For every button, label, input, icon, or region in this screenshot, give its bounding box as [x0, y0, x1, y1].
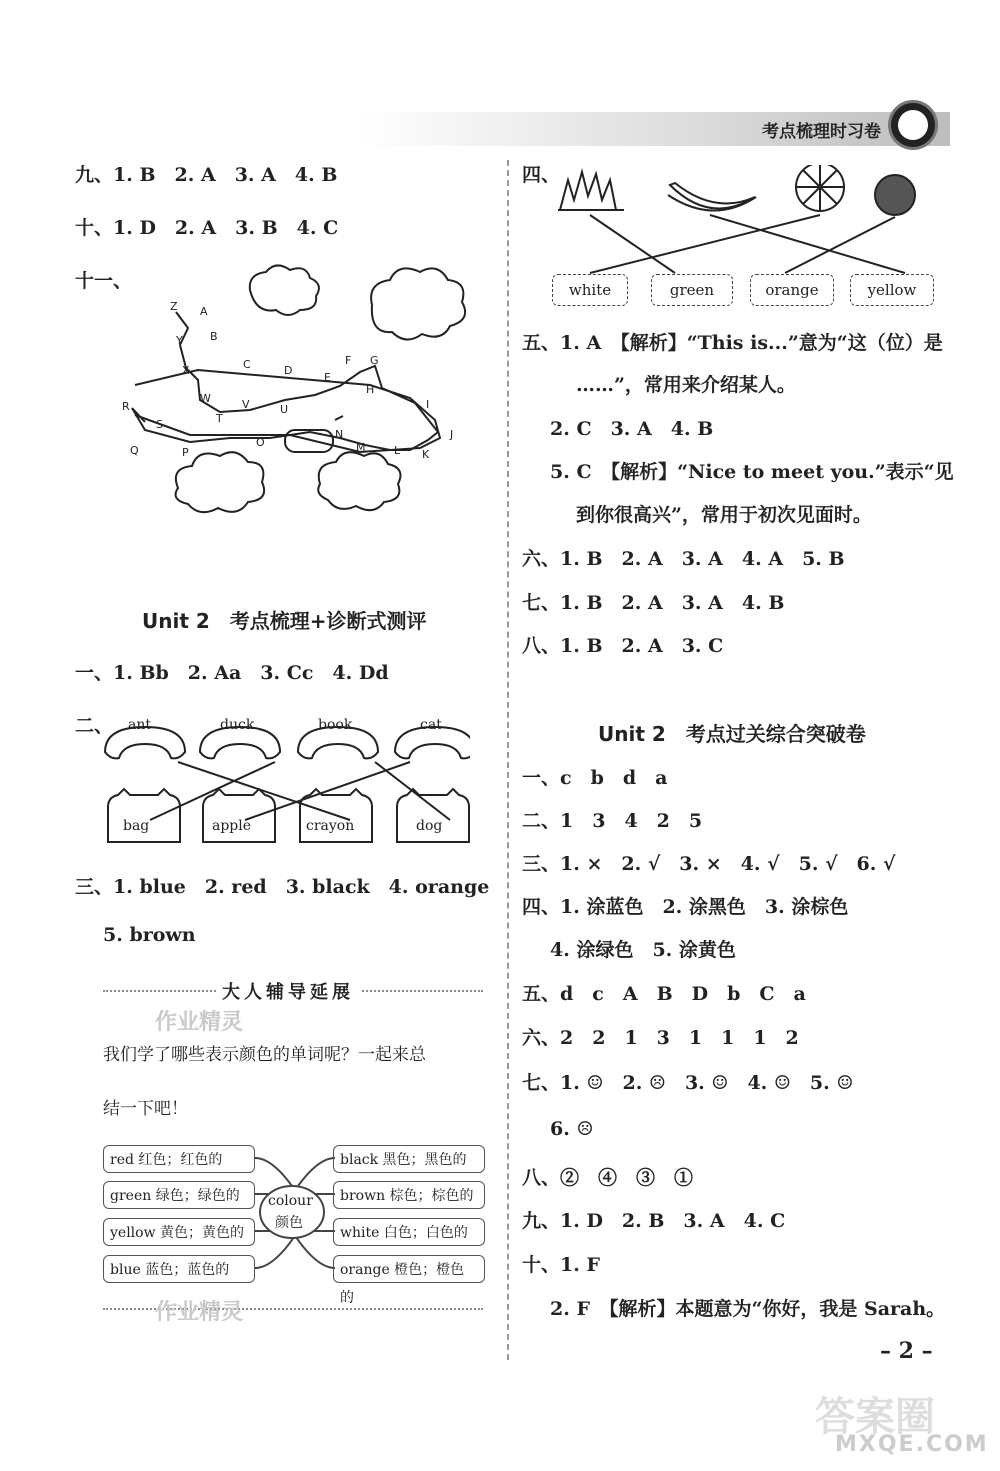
svg-text:G: G [370, 354, 379, 367]
bottom-word-4: dog [416, 818, 443, 834]
colour-word-yellow: yellow [850, 274, 934, 306]
svg-text:Z: Z [170, 300, 178, 313]
svg-text:B: B [210, 330, 218, 343]
svg-text:E: E [324, 371, 331, 384]
word-matching-illustration [100, 712, 470, 852]
right-r10b: 2. F 【解析】本题意为“你好，我是 Sarah。 [550, 1298, 946, 1320]
header-title: 考点梳理时习卷 [762, 122, 881, 142]
colour-word-green: green [651, 274, 733, 306]
right-s5c: 2. C 3. A 4. B [550, 418, 714, 440]
right-r8: 八、② ④ ③ ① [522, 1167, 694, 1189]
extend-text-2: 结一下吧！ [103, 1099, 188, 1119]
top-word-1: ant [128, 717, 151, 733]
right-r4a: 四、1. 涂蓝色 2. 涂黑色 3. 涂棕色 [522, 896, 849, 918]
right-s8: 八、1. B 2. A 3. C [522, 635, 724, 657]
top-word-4: cat [420, 717, 442, 733]
svg-text:P: P [182, 446, 189, 459]
right-r7a: 七、1. ☺ 2. ☹ 3. ☺ 4. ☺ 5. ☺ [522, 1072, 854, 1094]
colour-box-left-3: yellow 黄色；黄色的 [103, 1218, 255, 1246]
left-u1: 一、1. Bb 2. Aa 3. Cc 4. Dd [75, 662, 389, 684]
svg-text:Q: Q [130, 444, 139, 457]
svg-text:X: X [182, 364, 190, 377]
right-r2: 二、1 3 4 2 5 [522, 810, 703, 832]
right-s6: 六、1. B 2. A 3. A 4. A 5. B [522, 548, 845, 570]
right-r6: 六、2 2 1 3 1 1 1 2 [522, 1027, 799, 1049]
colour-box-left-4: blue 蓝色；蓝色的 [103, 1255, 255, 1283]
left-s9: 九、1. B 2. A 3. A 4. B [75, 164, 338, 186]
svg-text:U: U [280, 403, 289, 416]
top-word-3: book [318, 717, 353, 733]
right-r7b: 6. ☹ [550, 1118, 594, 1140]
left-u3b: 5. brown [103, 924, 196, 946]
svg-text:D: D [284, 364, 293, 377]
right-s7: 七、1. B 2. A 3. A 4. B [522, 592, 785, 614]
svg-text:H: H [366, 383, 375, 396]
colour-word-orange: orange [750, 274, 834, 306]
right-s5a: 五、1. A 【解析】“This is...”意为“这（位）是 [522, 332, 943, 354]
svg-text:T: T [216, 412, 223, 425]
colour-box-right-4: orange 橙色；橙色的 [333, 1255, 485, 1283]
colour-box-right-1: black 黑色；黑色的 [333, 1145, 485, 1173]
mindmap-center-cn: 颜色 [275, 1215, 303, 1231]
svg-text:Y: Y [176, 334, 183, 347]
colour-word-white: white [552, 274, 628, 306]
site-logo-watermark: 答案圈 [815, 1394, 935, 1440]
extend-text-1: 我们学了哪些表示颜色的单词呢？一起来总 [103, 1045, 426, 1065]
colour-box-right-3: white 白色；白色的 [333, 1218, 485, 1246]
svg-text:O: O [256, 436, 265, 449]
svg-text:L: L [394, 444, 401, 457]
svg-text:J: J [450, 428, 454, 441]
svg-text:A: A [200, 305, 208, 318]
right-r4b: 4. 涂绿色 5. 涂黄色 [550, 939, 736, 961]
svg-text:S: S [156, 418, 163, 431]
watermark-2: 作业精灵 [155, 1300, 244, 1325]
right-r5: 五、d c A B D b C a [522, 983, 806, 1005]
left-s10: 十、1. D 2. A 3. B 4. C [75, 217, 339, 239]
right-s5e: 到你很高兴”，常用于初次见面时。 [576, 504, 872, 526]
right-s5b: ……”，常用来介绍某人。 [576, 374, 796, 396]
right-r3: 三、1. × 2. √ 3. × 4. √ 5. √ 6. √ [522, 853, 896, 875]
svg-text:N: N [335, 428, 344, 441]
unit2-title: Unit 2 考点梳理+诊断式测评 [142, 609, 427, 633]
svg-text:M: M [356, 441, 366, 454]
colour-box-right-2: brown 棕色；棕色的 [333, 1181, 485, 1209]
top-word-2: duck [220, 717, 255, 733]
watermark-1: 作业精灵 [155, 1010, 244, 1035]
bottom-word-1: bag [123, 818, 150, 834]
mindmap-center-word: colour [268, 1193, 313, 1209]
right-r1: 一、c b d a [522, 767, 668, 789]
publisher-logo [888, 100, 938, 150]
site-url-watermark: MXQE.COM [835, 1432, 989, 1457]
left-u2: 二、 [75, 715, 114, 737]
column-divider [507, 160, 509, 1360]
unit2b-title: Unit 2 考点过关综合突破卷 [598, 722, 866, 746]
svg-text:K: K [422, 448, 430, 461]
airplane-connect-dots-illustration [110, 260, 490, 530]
page-number: – 2 – [880, 1338, 933, 1364]
svg-text:R: R [122, 400, 130, 413]
right-r9: 九、1. D 2. B 3. A 4. C [522, 1210, 786, 1232]
right-r10: 十、1. F [522, 1254, 600, 1276]
svg-text:W: W [200, 392, 211, 405]
colour-box-left-2: green 绿色；绿色的 [103, 1181, 255, 1209]
right-s5d: 5. C 【解析】“Nice to meet you.”表示“见 [550, 461, 954, 483]
colour-box-left-1: red 红色；红色的 [103, 1145, 255, 1173]
extend-title: 大人辅导延展 [216, 978, 360, 1004]
left-s11: 十一、 [75, 270, 133, 292]
svg-text:I: I [426, 398, 430, 411]
svg-text:F: F [345, 354, 352, 367]
left-u3: 三、1. blue 2. red 3. black 4. orange [75, 876, 490, 898]
bottom-word-3: crayon [306, 818, 355, 834]
svg-text:C: C [243, 358, 251, 371]
right-s4: 四、 [522, 164, 561, 186]
bottom-word-2: apple [212, 818, 252, 834]
svg-text:V: V [242, 398, 250, 411]
